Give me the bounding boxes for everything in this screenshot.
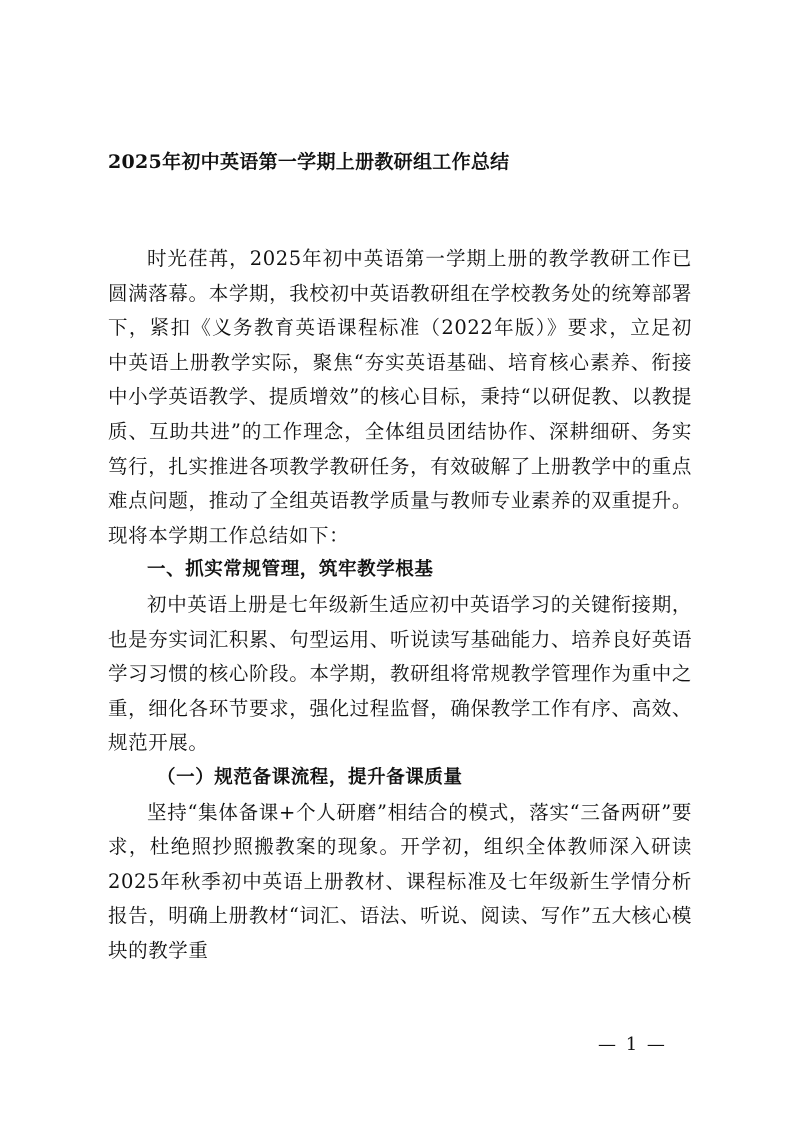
subsection-1-paragraph: 坚持“集体备课+个人研磨”相结合的模式，落实“三备两研”要求，杜绝照抄照搬教案的现象。开学初，组织全体教师深入研读2025年秋季初中英语上册教材、课程标准及七年级新生学情分析报告，明确上册教材“词汇、语法、听说、阅读、写作”五大核心模块的教学重 <box>108 800 692 962</box>
page-number: — 1 — <box>598 1034 667 1055</box>
intro-paragraph: 时光荏苒，2025年初中英语第一学期上册的教学教研工作已圆满落幕。本学期，我校初中英语教研组在学校教务处的统筹部署下，紧扣《义务教育英语课程标准（2022年版）》要求，立足初中英语上册教学实际，聚焦“夯实英语基础、培育核心素养、衔接中小学英语教学、提质增效”的核心目标，秉持“以研促教、以教提质、互助共进”的工作理念，全体组员团结协作、深耕细研、务实笃行，扎实推进各项教学教研任务，有效破解了上册教学中的重点难点问题，推动了全组英语教学质量与教师专业素养的双重提升。现将本学期工作总结如下： <box>108 247 692 547</box>
document-title: 2025年初中英语第一学期上册教研组工作总结 <box>108 151 510 173</box>
section-heading-1: 一、抓实常规管理，筑牢教学根基 <box>147 559 434 581</box>
section-1-paragraph: 初中英语上册是七年级新生适应初中英语学习的关键衔接期，也是夯实词汇积累、句型运用、听说读写基础能力、培养良好英语学习习惯的核心阶段。本学期，教研组将常规教学管理作为重中之重，细化各环节要求，强化过程监督，确保教学工作有序、高效、规范开展。 <box>108 592 692 755</box>
subsection-heading-1: （一）规范备课流程，提升备课质量 <box>157 766 463 788</box>
document-body <box>108 242 692 968</box>
